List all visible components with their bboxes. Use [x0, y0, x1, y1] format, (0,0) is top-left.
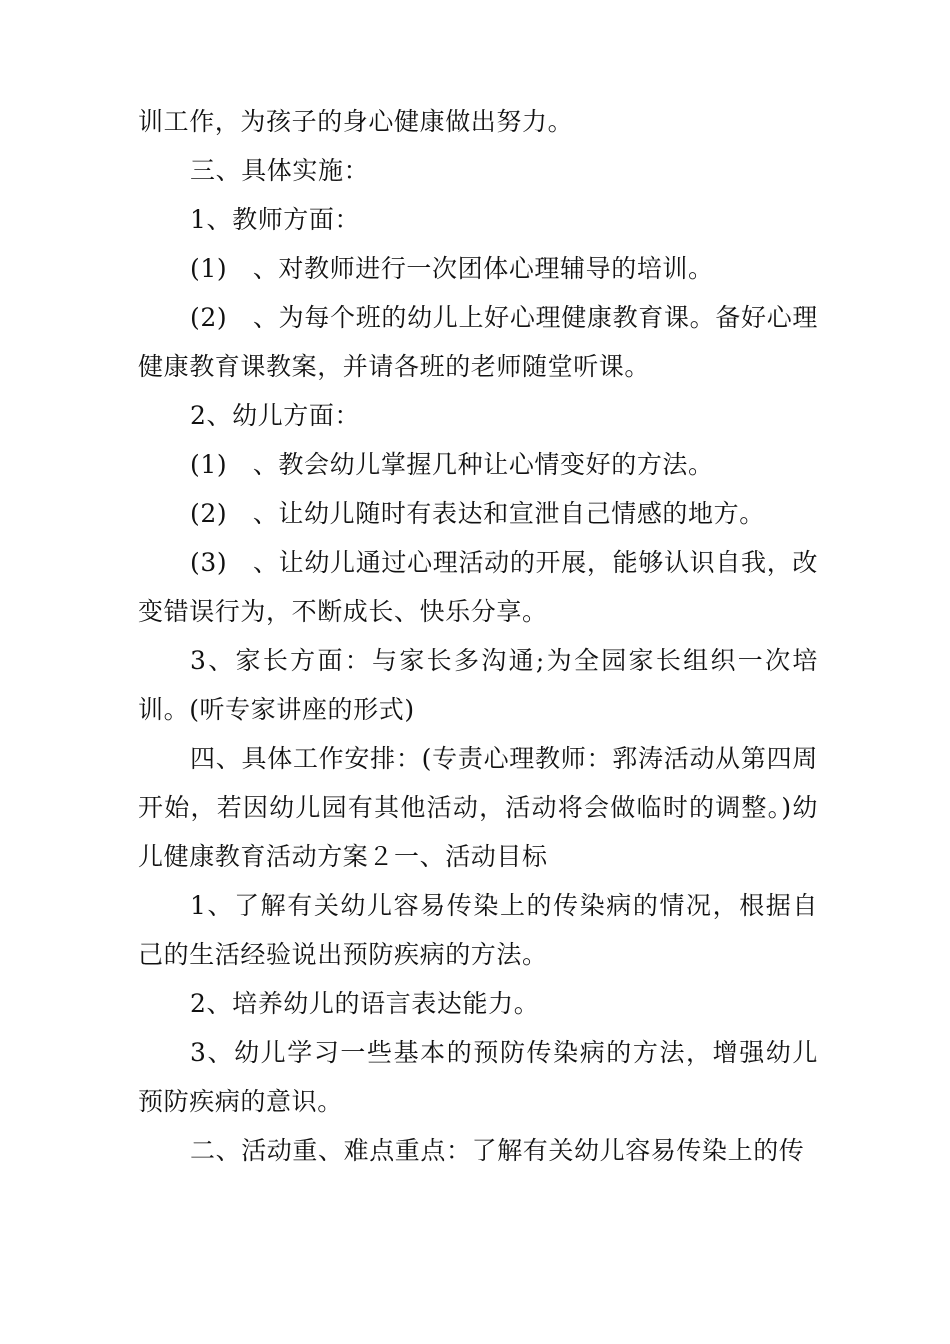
paragraph: 2、幼儿方面： [190, 401, 361, 430]
paragraph: 四、具体工作安排：(专责心理教师：郛涛活动从第四周开始，若因幼儿园有其他活动，活动将会做临时的调整。)幼儿健康教育活动方案２一、活动目标 [138, 744, 818, 871]
document-body [138, 97, 818, 1175]
paragraph: 3、幼儿学习一些基本的预防传染病的方法，增强幼儿预防疾病的意识。 [138, 1038, 818, 1116]
paragraph: 训工作，为孩子的身心健康做出努力。 [138, 107, 574, 136]
paragraph: 1、教师方面： [190, 205, 361, 234]
paragraph: (1) 、对教师进行一次团体心理辅导的培训。 [190, 254, 714, 283]
paragraph: 1、了解有关幼儿容易传染上的传染病的情况，根据自己的生活经验说出预防疾病的方法。 [138, 891, 818, 969]
paragraph: 二、活动重、难点重点：了解有关幼儿容易传染上的传 [190, 1136, 805, 1165]
paragraph: (2) 、让幼儿随时有表达和宣泄自己情感的地方。 [190, 499, 765, 528]
paragraph: 3、家长方面：与家长多沟通;为全园家长组织一次培训。(听专家讲座的形式) [138, 646, 818, 724]
paragraph: 三、具体实施： [190, 156, 370, 185]
paragraph: (3) 、让幼儿通过心理活动的开展，能够认识自我，改变错误行为，不断成长、快乐分享。 [138, 548, 818, 626]
paragraph: (2) 、为每个班的幼儿上好心理健康教育课。备好心理健康教育课教案，并请各班的老师随堂听课。 [138, 303, 818, 381]
paragraph: (1) 、教会幼儿掌握几种让心情变好的方法。 [190, 450, 714, 479]
paragraph: 2、培养幼儿的语言表达能力。 [190, 989, 540, 1018]
